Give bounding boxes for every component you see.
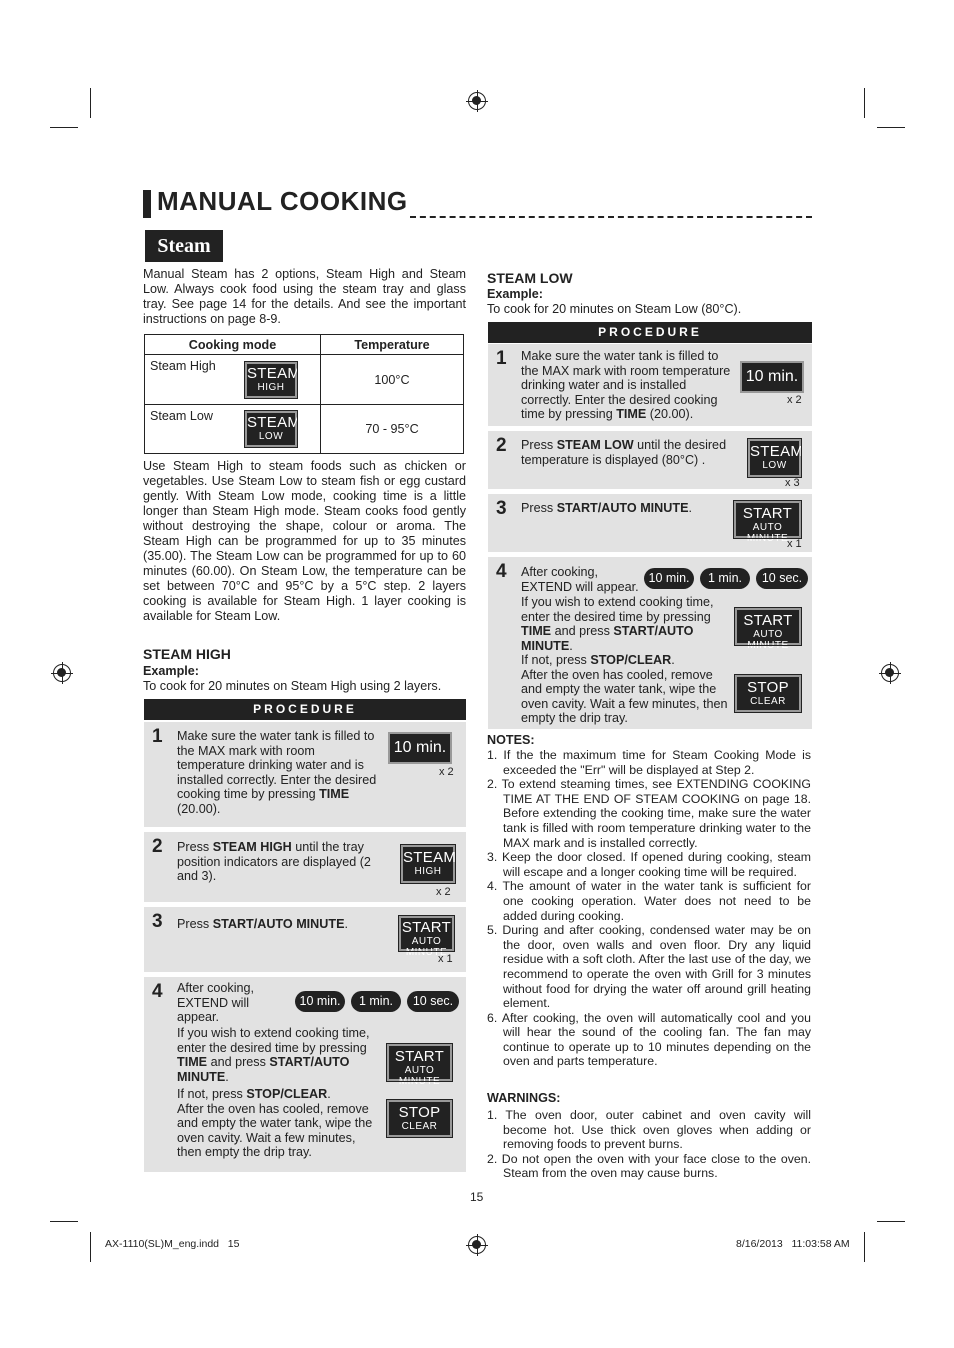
list-item: 1. If the the maximum time for Steam Cooking Mode is exceeded the "Err" will be displayed at Step 2.	[487, 748, 811, 777]
table-header: Temperature	[321, 335, 464, 355]
step-text: After cooking, EXTEND will appear.	[177, 981, 255, 1025]
example-text: To cook for 20 minutes on Steam Low (80°C).	[487, 302, 742, 316]
step-text: If not, press STOP/CLEAR. After the oven has cooled, remove and empty the water tank, wipe the oven cavity. Wait a few minutes, then empty the drip tray.	[177, 1087, 373, 1160]
one-min-key: 1 min.	[351, 991, 401, 1012]
registration-mark-icon	[468, 92, 486, 110]
procedure-step	[144, 977, 466, 1172]
step-text: Press STEAM HIGH until the tray position indicators are displayed (2 and 3).	[177, 840, 371, 884]
stop-clear-key: STOP CLEAR	[735, 675, 801, 712]
ten-min-key: 10 min.	[644, 568, 694, 589]
crop-mark	[864, 88, 865, 118]
press-count: x 1	[787, 538, 802, 550]
crop-mark	[90, 1232, 91, 1262]
procedure-step	[488, 494, 812, 552]
print-date: 8/16/2013 11:03:58 AM	[736, 1238, 850, 1250]
table-row	[145, 355, 321, 405]
start-auto-minute-key: START AUTO MINUTE	[399, 916, 454, 951]
steam-high-key: STEAM HIGH	[245, 362, 297, 398]
table-row	[145, 405, 321, 454]
step-text: Press START/AUTO MINUTE.	[521, 501, 692, 515]
list-item: 1. The oven door, outer cabinet and oven cavity will become hot. Use thick oven gloves when adding or removing foods to prevent burns.	[487, 1108, 811, 1152]
list-item: 4. The amount of water in the water tank is sufficient for one cooking operation. Water does not need to be added during cooking.	[487, 879, 811, 923]
steam-low-heading: STEAM LOW	[487, 270, 573, 286]
crop-mark	[877, 127, 905, 128]
title-divider	[410, 216, 812, 218]
one-min-key: 1 min.	[700, 568, 750, 589]
list-item: 3. Keep the door closed. If opened during cooking, steam will escape and a longer cooking time will be required.	[487, 850, 811, 879]
example-label: Example:	[143, 664, 199, 678]
crop-mark	[864, 1232, 865, 1262]
procedure-step	[144, 722, 466, 827]
stop-clear-key: STOP CLEAR	[387, 1100, 452, 1137]
ten-sec-key: 10 sec.	[756, 568, 808, 589]
table-header: Cooking mode	[145, 335, 321, 355]
notes-heading: NOTES:	[487, 733, 535, 747]
step-text: Make sure the water tank is filled to the MAX mark with room temperature drinking water and is installed correctly. Enter the desired cooking time by pressing TIME (20.00).	[521, 349, 731, 422]
registration-mark-icon	[468, 1236, 486, 1254]
registration-mark-icon	[53, 664, 71, 682]
press-count: x 2	[787, 394, 802, 406]
steam-low-key: STEAM LOW	[748, 439, 801, 477]
procedure-step	[144, 832, 466, 902]
step-text: Press START/AUTO MINUTE.	[177, 917, 348, 931]
list-item: 2. To extend steaming times, see EXTENDING COOKING TIME AT THE END OF STEAM COOKING on page 18. Before extending the cooking time, make sure the water tank is filled with room temperature drinking water to the MAX mark and is installed correctly.	[487, 777, 811, 850]
notes-list	[487, 748, 811, 1069]
step-number: 2	[496, 435, 507, 456]
step-number: 4	[496, 561, 507, 582]
ten-min-key: 10 min.	[388, 732, 452, 764]
temperature-value: 70 - 95°C	[321, 405, 464, 454]
temperature-value: 100°C	[321, 355, 464, 405]
press-count: x 2	[439, 766, 454, 778]
warnings-list	[487, 1108, 811, 1181]
registration-mark-icon	[881, 664, 899, 682]
file-name: AX-1110(SL)M_eng.indd 15	[105, 1238, 240, 1250]
step-text: If you wish to extend cooking time, enter the desired time by pressing TIME and press START/AUTO MINUTE.	[521, 595, 714, 653]
list-item: 6. After cooking, the oven will automatically cool and you will hear the sound of the cooling fan. The fan may continue to operate up to 10 minutes depending on the oven and parts temperature.	[487, 1010, 811, 1069]
start-auto-minute-key: START AUTO MINUTE	[735, 608, 801, 645]
steam-low-key: STEAM LOW	[245, 411, 297, 447]
start-auto-minute-key: START AUTO MINUTE	[734, 501, 801, 538]
step-text: If not, press STOP/CLEAR. After the oven has cooled, remove and empty the water tank, wipe the oven cavity. Wait a few minutes, then empty the drip tray.	[521, 653, 728, 726]
list-item: 2. Do not open the oven with your face close to the oven. Steam from the oven may cause burns.	[487, 1151, 811, 1181]
procedure-step	[488, 431, 812, 489]
step-text: Make sure the water tank is filled to the MAX mark with room temperature drinking water and is installed correctly. Enter the desired cooking time by pressing TIME (20.00).	[177, 729, 377, 816]
step-number: 2	[152, 836, 163, 857]
crop-mark	[877, 1221, 905, 1222]
example-label: Example:	[487, 287, 543, 301]
list-item: 5. During and after cooking, condensed water may be on the door, oven walls and oven floor. Dry any liquid residue with a soft cloth. After the last use of the day, we recommend to operate the oven with Grill for 3 minutes without food for drying the water off around grill heating element.	[487, 923, 811, 1011]
intro-text: Manual Steam has 2 options, Steam High and Steam Low. Always cook food using the steam tray and glass tray. See page 14 for the details. And see the important instructions on page 8-9.	[143, 267, 466, 326]
ten-sec-key: 10 sec.	[407, 991, 459, 1012]
procedure-step	[144, 907, 466, 972]
title-bar	[143, 190, 151, 218]
step-number: 4	[152, 981, 163, 1002]
press-count: x 2	[436, 886, 451, 898]
crop-mark	[90, 88, 91, 118]
steam-high-key: STEAM HIGH	[401, 845, 455, 883]
warnings-heading: WARNINGS:	[487, 1091, 561, 1105]
step-number: 3	[152, 911, 163, 932]
press-count: x 1	[438, 953, 453, 965]
ten-min-key: 10 min.	[295, 991, 345, 1012]
crop-mark	[50, 127, 78, 128]
ten-min-key: 10 min.	[740, 361, 804, 393]
cooking-mode-table	[144, 334, 464, 454]
procedure-header: PROCEDURE	[144, 699, 466, 720]
example-text: To cook for 20 minutes on Steam High using 2 layers.	[143, 679, 442, 693]
steam-high-heading: STEAM HIGH	[143, 646, 231, 662]
procedure-header: PROCEDURE	[488, 322, 812, 343]
procedure-step	[488, 557, 812, 729]
page-title: MANUAL COOKING	[157, 186, 408, 216]
start-auto-minute-key: START AUTO MINUTE	[387, 1044, 452, 1081]
page-number: 15	[470, 1190, 484, 1204]
mode-label: Steam Low	[150, 409, 213, 423]
step-number: 3	[496, 498, 507, 519]
mode-label: Steam High	[150, 359, 216, 373]
step-text: After cooking, EXTEND will appear.	[521, 565, 639, 594]
step-text: Press STEAM LOW until the desired temperature is displayed (80°C) .	[521, 438, 727, 467]
crop-mark	[50, 1221, 78, 1222]
press-count: x 3	[785, 477, 800, 489]
step-number: 1	[152, 726, 163, 747]
procedure-step	[488, 344, 812, 426]
step-text: If you wish to extend cooking time, enter the desired time by pressing TIME and press START/AUTO MINUTE.	[177, 1026, 370, 1084]
section-heading: Steam	[145, 230, 223, 262]
description-text: Use Steam High to steam foods such as chicken or vegetables. Use Steam Low to steam fish or egg custard gently. With Steam Low mode, cooking time is a little longer than Steam High mode. Steam cooks food gently without destroying the shape, colour or aroma. The Steam High can be programmed for up to 35 minutes (35.00). The Steam Low can be programmed for up to 60 minutes (60.00). On Steam Low, the temperature can be set between 70°C and 95°C by a 5°C step. 2 layers cooking is available for Steam High. 1 layer cooking is available for Steam Low.	[143, 459, 466, 623]
step-number: 1	[496, 348, 507, 369]
